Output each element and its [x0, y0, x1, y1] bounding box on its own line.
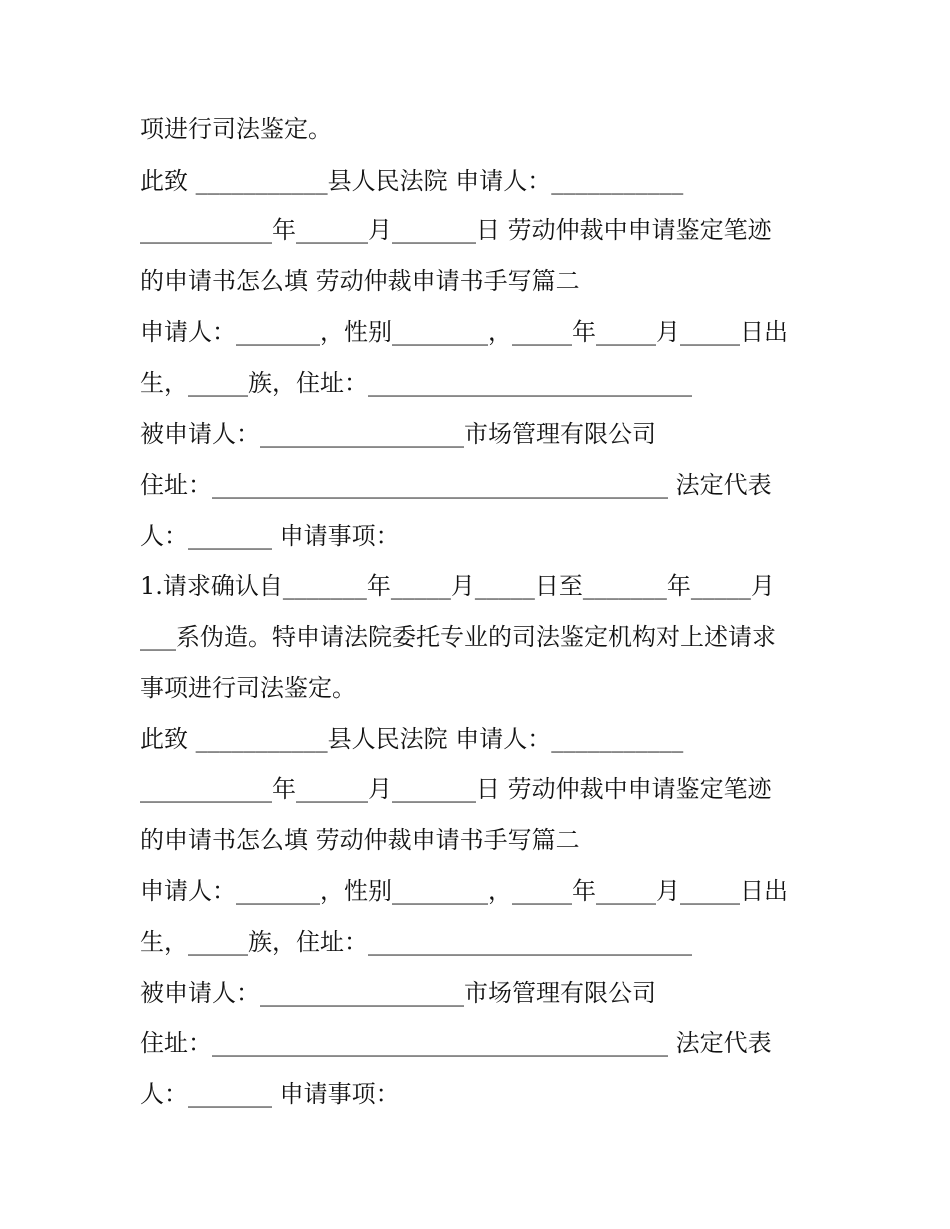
text-line: ___________年______月_______日 劳动仲裁中申请鉴定笔迹	[140, 775, 772, 803]
text-line: 人：_______ 申请事项：	[140, 522, 400, 550]
text-line: 被申请人：_________________市场管理有限公司	[140, 420, 656, 448]
text-line: 人：_______ 申请事项：	[140, 1080, 400, 1108]
text-line: 此致 ___________县人民法院 申请人：___________	[140, 167, 684, 195]
text-line: 的申请书怎么填 劳动仲裁申请书手写篇二	[140, 267, 580, 295]
text-line: 生，_____族，住址：___________________________	[140, 928, 692, 956]
text-line: ___________年______月_______日 劳动仲裁中申请鉴定笔迹	[140, 216, 772, 244]
text-line: 住址：______________________________________ 法定代表	[140, 471, 772, 499]
text-line: 申请人：_______，性别________，_____年_____月_____日出	[140, 318, 788, 346]
text-line: 住址：______________________________________ 法定代表	[140, 1029, 772, 1057]
text-line: 申请人：_______，性别________，_____年_____月_____日出	[140, 877, 788, 905]
text-line: 1.请求确认自_______年_____月_____日至_______年_____月	[140, 572, 775, 600]
text-line: 被申请人：_________________市场管理有限公司	[140, 979, 656, 1007]
text-line: 的申请书怎么填 劳动仲裁申请书手写篇二	[140, 826, 580, 854]
text-line: 项进行司法鉴定。	[140, 115, 332, 143]
text-line: ___系伪造。特申请法院委托专业的司法鉴定机构对上述请求	[140, 623, 776, 651]
text-line: 生，_____族，住址：___________________________	[140, 369, 692, 397]
text-line: 此致 ___________县人民法院 申请人：___________	[140, 725, 684, 753]
text-line: 事项进行司法鉴定。	[140, 674, 356, 702]
